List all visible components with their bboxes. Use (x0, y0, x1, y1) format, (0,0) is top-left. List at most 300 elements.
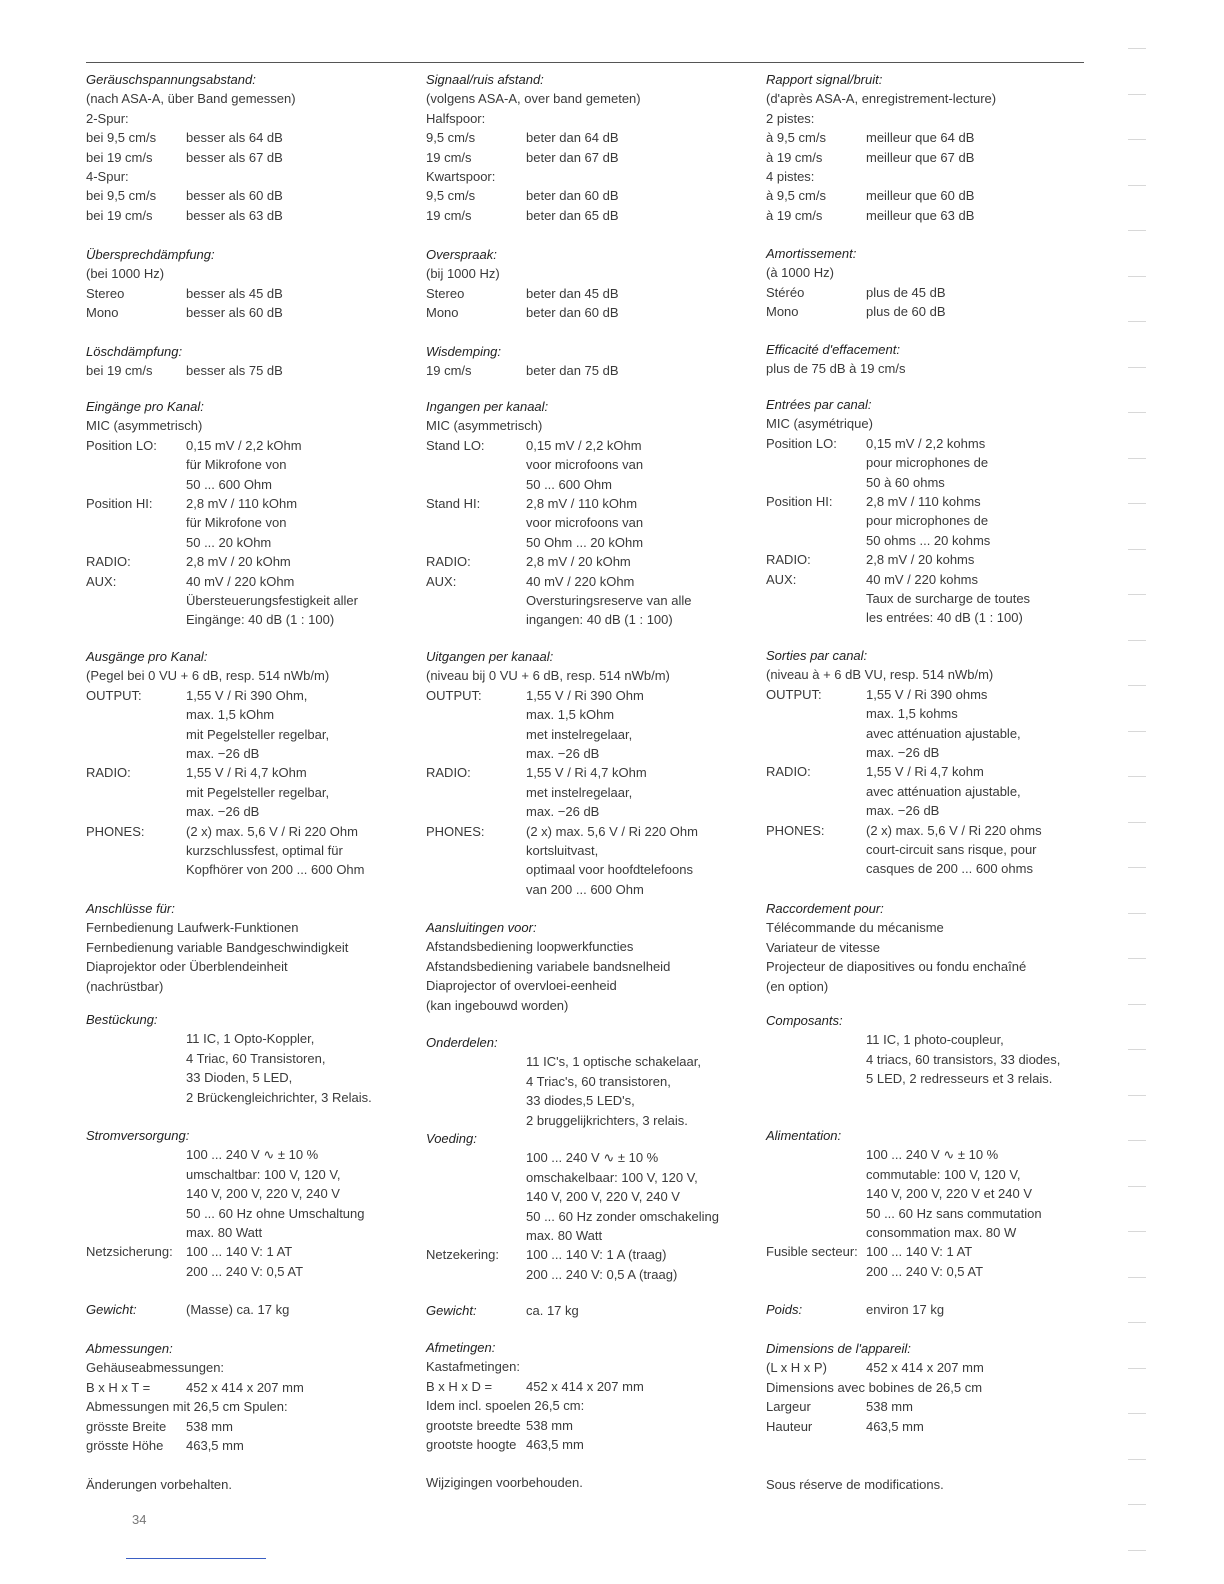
spec-row (426, 880, 761, 899)
spec-label: Mono (86, 305, 119, 321)
spec-inline-row (426, 1301, 761, 1320)
spec-value: 33 diodes,5 LED's, (526, 1093, 635, 1109)
section-heading: Poids: (766, 1302, 803, 1317)
spec-value: 1,55 V / Ri 4,7 kohm (866, 764, 984, 780)
spec-row (86, 763, 421, 782)
spec-label (766, 1184, 866, 1203)
spec-line: 2-Spur: (86, 110, 129, 126)
margin-tick (1128, 958, 1146, 959)
spec-label (426, 1148, 526, 1167)
margin-tick (1128, 594, 1146, 595)
spec-section (86, 899, 421, 996)
spec-row (426, 1052, 761, 1071)
top-rule (86, 62, 1084, 63)
spec-label: Fusible secteur: (766, 1244, 858, 1260)
spec-row (766, 1069, 1101, 1088)
spec-section (766, 1300, 1101, 1319)
spec-value: max. −26 dB (866, 803, 940, 819)
spec-label (426, 725, 526, 744)
spec-label (766, 1030, 866, 1049)
spec-section (766, 244, 1101, 322)
spec-row (86, 822, 421, 841)
spec-section (426, 1301, 761, 1320)
spec-value: 4 triacs, 60 transistors, 33 diodes, (866, 1051, 1061, 1067)
margin-tick (1128, 685, 1146, 686)
spec-label (766, 1165, 866, 1184)
spec-label (766, 724, 866, 743)
spec-row (426, 1187, 761, 1206)
spec-label: (L x H x P) (766, 1360, 827, 1376)
spec-section (86, 1339, 421, 1455)
spec-row (766, 1358, 1101, 1377)
spec-value: mit Pegelsteller regelbar, (186, 726, 330, 742)
spec-row (426, 284, 761, 303)
spec-line: Gehäuseabmessungen: (86, 1360, 225, 1376)
spec-row (426, 1226, 761, 1245)
spec-label: RADIO: (86, 554, 131, 570)
spec-row (426, 1435, 761, 1454)
spec-label: 19 cm/s (426, 149, 472, 165)
spec-section (86, 70, 421, 225)
spec-label (86, 1068, 186, 1087)
spec-label: AUX: (766, 571, 797, 587)
section-heading: Onderdelen: (426, 1035, 498, 1050)
spec-row (86, 705, 421, 724)
spec-label: RADIO: (426, 554, 471, 570)
spec-label (426, 455, 526, 474)
section-heading: Signaal/ruis afstand: (426, 72, 544, 87)
spec-row (86, 1204, 421, 1223)
spec-row (426, 1091, 761, 1110)
spec-line: Kwartspoor: (426, 168, 496, 184)
spec-value: max. 1,5 kOhm (526, 707, 615, 723)
spec-row (86, 725, 421, 744)
spec-row (86, 206, 421, 225)
spec-value: besser als 67 dB (186, 149, 283, 165)
spec-row (426, 533, 761, 552)
spec-value: max. −26 dB (526, 804, 600, 820)
spec-row (426, 591, 761, 610)
spec-value: Oversturingsreserve van alle (526, 592, 692, 608)
spec-value: avec atténuation ajustable, (866, 783, 1021, 799)
spec-row (86, 1242, 421, 1261)
section-heading: Gewicht: (86, 1302, 137, 1317)
spec-row (766, 821, 1101, 840)
spec-value: 50 Ohm ... 20 kOhm (526, 534, 644, 550)
section-heading: Raccordement pour: (766, 901, 884, 916)
spec-value: 538 mm (866, 1399, 913, 1415)
spec-line: Diaprojector of overvloei-eenheid (426, 978, 617, 994)
spec-label: bei 9,5 cm/s (86, 188, 157, 204)
spec-row (766, 1242, 1101, 1261)
margin-tick (1128, 549, 1146, 550)
spec-value: 4 Triac's, 60 transistoren, (526, 1073, 671, 1089)
spec-label (86, 1049, 186, 1068)
spec-value: voor microfoons van (526, 457, 644, 473)
spec-label (766, 704, 866, 723)
margin-tick (1128, 412, 1146, 413)
spec-value: 50 ... 20 kOhm (186, 534, 272, 550)
spec-value: beter dan 64 dB (526, 130, 619, 146)
spec-label (766, 1069, 866, 1088)
spec-row (86, 860, 421, 879)
margin-tick (1128, 230, 1146, 231)
spec-label (426, 802, 526, 821)
section-heading: Anschlüsse für: (86, 901, 175, 916)
spec-value: avec atténuation ajustable, (866, 725, 1021, 741)
spec-label (426, 1111, 526, 1130)
spec-row (426, 1072, 761, 1091)
spec-label: Hauteur (766, 1418, 813, 1434)
spec-row (766, 782, 1101, 801)
spec-value: 452 x 414 x 207 mm (186, 1379, 304, 1395)
spec-label (766, 859, 866, 878)
spec-label: RADIO: (426, 765, 471, 781)
spec-value: 463,5 mm (186, 1437, 244, 1453)
spec-line: Dimensions avec bobines de 26,5 cm (766, 1379, 983, 1395)
spec-row (766, 859, 1101, 878)
spec-row (86, 1436, 421, 1455)
spec-value: besser als 75 dB (186, 363, 283, 379)
spec-inline-row (766, 1300, 1101, 1319)
spec-value: 11 IC, 1 Opto-Koppler, (186, 1031, 315, 1047)
spec-label (86, 610, 186, 629)
spec-label (86, 1262, 186, 1281)
spec-line: Télécommande du mécanisme (766, 920, 944, 936)
spec-row (766, 685, 1101, 704)
spec-value: 452 x 414 x 207 mm (866, 1360, 984, 1376)
spec-row (86, 1029, 421, 1048)
spec-value: 2,8 mV / 110 kohms (866, 493, 981, 509)
margin-tick (1128, 94, 1146, 95)
spec-row (86, 494, 421, 513)
spec-label (426, 1187, 526, 1206)
spec-inline-row (86, 1300, 421, 1319)
margin-tick (1128, 822, 1146, 823)
spec-value: 463,5 mm (526, 1436, 584, 1452)
spec-row (426, 744, 761, 763)
spec-value: 2,8 mV / 20 kOhm (526, 554, 631, 570)
spec-row (766, 531, 1101, 550)
spec-value: 140 V, 200 V, 220 V, 240 V (186, 1186, 340, 1202)
spec-value: 100 ... 140 V: 1 AT (866, 1244, 973, 1260)
spec-value: 50 ... 600 Ohm (186, 476, 272, 492)
spec-value: 0,15 mV / 2,2 kohms (866, 435, 986, 451)
margin-tick (1128, 1368, 1146, 1369)
spec-section (766, 899, 1101, 996)
spec-row (86, 1378, 421, 1397)
spec-row (426, 705, 761, 724)
spec-label: Position HI: (766, 493, 833, 509)
spec-label (86, 1145, 186, 1164)
spec-label (426, 841, 526, 860)
spec-row (426, 783, 761, 802)
spec-value: 1,55 V / Ri 390 Ohm, (186, 687, 308, 703)
spec-label: AUX: (86, 573, 117, 589)
spec-label: B x H x D = (426, 1378, 493, 1394)
spec-value: 40 mV / 220 kOhm (186, 573, 295, 589)
spec-row (426, 303, 761, 322)
spec-label (426, 860, 526, 879)
spec-value: (2 x) max. 5,6 V / Ri 220 ohms (866, 822, 1042, 838)
margin-tick (1128, 1140, 1146, 1141)
spec-label (86, 455, 186, 474)
spec-row (86, 455, 421, 474)
spec-label (86, 513, 186, 532)
margin-tick (1128, 276, 1146, 277)
spec-row (426, 686, 761, 705)
spec-row (86, 475, 421, 494)
spec-label: bei 19 cm/s (86, 207, 153, 223)
section-heading: Bestückung: (86, 1012, 158, 1027)
spec-row (86, 361, 421, 380)
spec-label (86, 1184, 186, 1203)
spec-value: meilleur que 67 dB (866, 149, 975, 165)
spec-label: à 19 cm/s (766, 207, 823, 223)
spec-row (766, 206, 1101, 225)
margin-tick (1128, 367, 1146, 368)
margin-tick (1128, 185, 1146, 186)
spec-value: 40 mV / 220 kohms (866, 571, 978, 587)
spec-label (86, 1165, 186, 1184)
spec-row (766, 128, 1101, 147)
spec-label (426, 783, 526, 802)
spec-label (766, 743, 866, 762)
spec-value: 2,8 mV / 110 kOhm (186, 495, 298, 511)
margin-tick (1128, 640, 1146, 641)
spec-label (426, 610, 526, 629)
spec-row (426, 860, 761, 879)
spec-line: (en option) (766, 978, 829, 994)
spec-row (86, 802, 421, 821)
spec-label: Stereo (426, 285, 465, 301)
spec-row (766, 1223, 1101, 1242)
margin-tick (1128, 1004, 1146, 1005)
spec-label (426, 1168, 526, 1187)
spec-row (766, 801, 1101, 820)
spec-line: Abmessungen mit 26,5 cm Spulen: (86, 1399, 288, 1415)
section-heading: Geräuschspannungsabstand: (86, 72, 256, 87)
margin-tick (1128, 321, 1146, 322)
spec-label (766, 1223, 866, 1242)
spec-line: (bei 1000 Hz) (86, 266, 165, 282)
spec-label (766, 1262, 866, 1281)
spec-row (426, 610, 761, 629)
spec-label (426, 1052, 526, 1071)
spec-label: Position LO: (766, 435, 837, 451)
spec-label: grootste breedte (426, 1417, 521, 1433)
spec-value: 100 ... 140 V: 1 A (traag) (526, 1247, 667, 1263)
spec-row (86, 1145, 421, 1164)
spec-label (766, 801, 866, 820)
spec-label (86, 705, 186, 724)
spec-line: Idem incl. spoelen 26,5 cm: (426, 1398, 585, 1414)
spec-value: 200 ... 240 V: 0,5 A (traag) (526, 1266, 678, 1282)
spec-line: (niveau bij 0 VU + 6 dB, resp. 514 nWb/m) (426, 668, 670, 684)
spec-section (426, 1129, 761, 1284)
spec-section (426, 1033, 761, 1130)
spec-row (86, 1049, 421, 1068)
spec-line: MIC (asymmetrisch) (86, 418, 203, 434)
spec-label (766, 473, 866, 492)
spec-line: Afstandsbediening variabele bandsnelheid (426, 958, 671, 974)
spec-row (86, 1068, 421, 1087)
margin-tick (1128, 1277, 1146, 1278)
spec-row (86, 572, 421, 591)
spec-row (766, 473, 1101, 492)
section-heading: Stromversorgung: (86, 1128, 190, 1143)
spec-line: Diaprojektor oder Überblendeinheit (86, 959, 288, 975)
spec-value: 1,55 V / Ri 4,7 kOhm (526, 765, 647, 781)
margin-marks (1128, 48, 1148, 1548)
spec-row (86, 552, 421, 571)
spec-value: (2 x) max. 5,6 V / Ri 220 Ohm (526, 823, 698, 839)
section-heading: Voeding: (426, 1131, 477, 1146)
spec-value: beter dan 67 dB (526, 149, 619, 165)
spec-row (426, 1377, 761, 1396)
spec-value: environ 17 kg (866, 1302, 945, 1317)
spec-row (426, 1265, 761, 1284)
spec-section (766, 340, 1101, 379)
margin-tick (1128, 503, 1146, 504)
margin-tick (1128, 913, 1146, 914)
spec-row (86, 148, 421, 167)
spec-value: mit Pegelsteller regelbar, (186, 784, 330, 800)
spec-section (426, 342, 761, 381)
spec-row (426, 763, 761, 782)
spec-value: omschakelbaar: 100 V, 120 V, (526, 1169, 698, 1185)
spec-value: 50 à 60 ohms (866, 474, 945, 490)
section-heading: Efficacité d'effacement: (766, 342, 900, 357)
spec-value: 33 Dioden, 5 LED, (186, 1070, 293, 1086)
spec-label (766, 589, 866, 608)
spec-row (86, 1223, 421, 1242)
spec-row (766, 511, 1101, 530)
spec-label: grösste Breite (86, 1418, 167, 1434)
spec-row (86, 513, 421, 532)
spec-value: 4 Triac, 60 Transistoren, (186, 1050, 326, 1066)
spec-section (426, 245, 761, 323)
spec-label: bei 9,5 cm/s (86, 130, 157, 146)
spec-value: ca. 17 kg (526, 1303, 579, 1318)
spec-section (766, 1339, 1101, 1436)
spec-value: 463,5 mm (866, 1418, 924, 1434)
spec-label (766, 1050, 866, 1069)
spec-row (766, 148, 1101, 167)
spec-label: PHONES: (426, 823, 485, 839)
spec-label (86, 802, 186, 821)
spec-row (86, 591, 421, 610)
spec-value: pour microphones de (866, 513, 989, 529)
spec-label: bei 19 cm/s (86, 149, 153, 165)
spec-line: (kan ingebouwd worden) (426, 997, 569, 1013)
spec-value: 0,15 mV / 2,2 kOhm (526, 437, 642, 453)
spec-label (426, 1072, 526, 1091)
spec-row (426, 822, 761, 841)
section-heading: Entrées par canal: (766, 397, 872, 412)
spec-row (766, 186, 1101, 205)
spec-label (86, 533, 186, 552)
spec-label (86, 1204, 186, 1223)
spec-row (426, 725, 761, 744)
spec-row (426, 1416, 761, 1435)
section-heading: Afmetingen: (426, 1340, 496, 1355)
section-heading: Composants: (766, 1013, 843, 1028)
margin-tick (1128, 1550, 1146, 1551)
spec-value: 5 LED, 2 redresseurs et 3 relais. (866, 1071, 1053, 1087)
spec-value: beter dan 45 dB (526, 285, 619, 301)
spec-label (766, 1145, 866, 1164)
spec-section (86, 647, 421, 880)
spec-row (86, 783, 421, 802)
spec-line: plus de 75 dB à 19 cm/s (766, 361, 906, 377)
spec-value: besser als 60 dB (186, 305, 283, 321)
spec-value: für Mikrofone von (186, 515, 287, 531)
spec-value: Kopfhörer von 200 ... 600 Ohm (186, 862, 365, 878)
spec-label (766, 840, 866, 859)
spec-label: Netzekering: (426, 1247, 499, 1263)
spec-line: Halfspoor: (426, 110, 486, 126)
spec-section (426, 647, 761, 899)
spec-row (426, 455, 761, 474)
spec-row (86, 186, 421, 205)
spec-row (86, 284, 421, 303)
spec-label: Position LO: (86, 437, 157, 453)
spec-label: B x H x T = (86, 1379, 151, 1395)
spec-label (426, 1207, 526, 1226)
spec-section (426, 1473, 761, 1492)
spec-value: max. 1,5 kohms (866, 706, 958, 722)
spec-row (426, 1111, 761, 1130)
margin-tick (1128, 139, 1146, 140)
spec-label (766, 453, 866, 472)
spec-label (766, 608, 866, 627)
spec-row (426, 841, 761, 860)
spec-row (766, 1165, 1101, 1184)
spec-label: Largeur (766, 1399, 811, 1415)
spec-label (86, 725, 186, 744)
spec-line: (nach ASA-A, über Band gemessen) (86, 91, 296, 107)
spec-row (766, 283, 1101, 302)
spec-value: 100 ... 240 V ∿ ± 10 % (186, 1147, 319, 1163)
spec-line: Projecteur de diapositives ou fondu enchaîné (766, 959, 1027, 975)
spec-value: 2,8 mV / 20 kohms (866, 552, 975, 568)
spec-value: 1,55 V / Ri 390 Ohm (526, 687, 644, 703)
spec-value: max. −26 dB (186, 745, 260, 761)
spec-row (86, 744, 421, 763)
spec-label: grösste Höhe (86, 1437, 164, 1453)
spec-value: plus de 45 dB (866, 284, 946, 300)
spec-label: RADIO: (766, 552, 811, 568)
spec-row (426, 1168, 761, 1187)
spec-value: Übersteuerungsfestigkeit aller (186, 592, 358, 608)
spec-row (426, 148, 761, 167)
spec-label: Stereo (86, 285, 125, 301)
spec-value: kortsluitvast, (526, 842, 599, 858)
spec-line: (niveau à + 6 dB VU, resp. 514 nWb/m) (766, 667, 994, 683)
spec-row (86, 303, 421, 322)
spec-value: 100 ... 240 V ∿ ± 10 % (526, 1150, 659, 1166)
spec-value: umschaltbar: 100 V, 120 V, (186, 1166, 341, 1182)
spec-section (766, 1475, 1101, 1494)
spec-row (766, 453, 1101, 472)
spec-label (426, 880, 526, 899)
spec-row (766, 608, 1101, 627)
spec-label: 19 cm/s (426, 363, 472, 379)
section-heading: Eingänge pro Kanal: (86, 399, 204, 414)
spec-section (426, 918, 761, 1015)
spec-label (426, 744, 526, 763)
